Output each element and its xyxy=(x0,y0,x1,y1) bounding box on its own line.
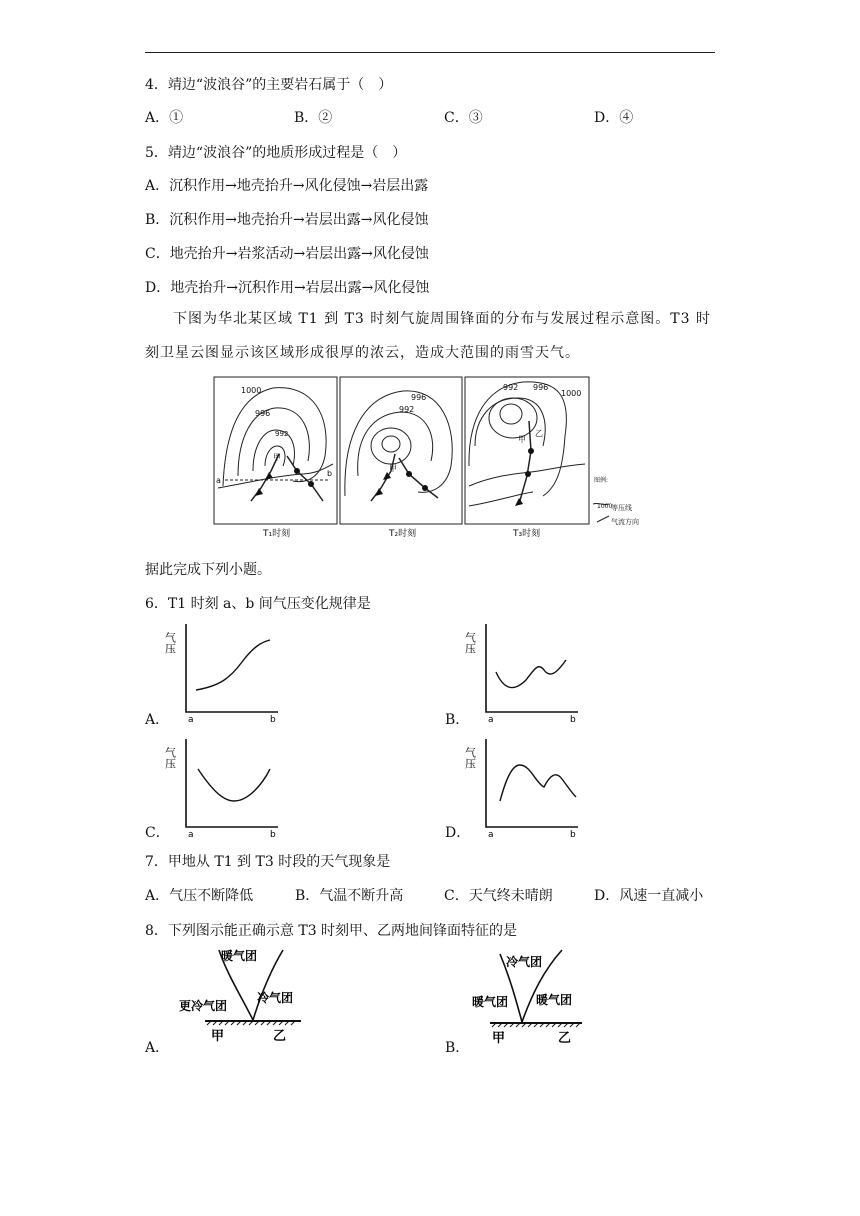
t2-label-jia: 甲 xyxy=(389,464,397,473)
t1-isobar-992: 992 xyxy=(275,430,289,438)
q4-option-b[interactable]: B．② xyxy=(294,110,333,126)
q8-diagram-a xyxy=(175,944,315,1044)
q8a-top-label: 暖气团 xyxy=(221,949,258,963)
t1-label-b: b xyxy=(327,469,333,478)
q6c-label-b: b xyxy=(270,830,276,840)
q6-option-d[interactable]: D． xyxy=(445,825,471,841)
cyclone-front-figure xyxy=(213,376,639,542)
intro-paragraph: 下图为华北某区域 T1 到 T3 时刻气旋周围锋面的分布与发展过程示意图。T3 时刻卫星云图显示该区域形成很厚的浓云，造成大范围的雨雪天气。 xyxy=(145,311,711,361)
question-4-stem: 4．靖边“波浪谷”的主要岩石属于（ ） xyxy=(145,77,393,93)
q4-option-d[interactable]: D．④ xyxy=(594,110,634,126)
q7-option-a[interactable]: A．气压不断降低 xyxy=(145,888,254,904)
q6a-label-b: b xyxy=(270,715,276,725)
t3-caption: T₃时刻 xyxy=(513,529,541,539)
question-8-stem: 8．下列图示能正确示意 T3 时刻甲、乙两地间锋面特征的是 xyxy=(145,923,518,939)
q8-option-b[interactable]: B． xyxy=(445,1040,470,1056)
q8b-point-jia: 甲 xyxy=(492,1031,506,1046)
q6c-label-a: a xyxy=(188,830,194,840)
q6-option-a[interactable]: A． xyxy=(145,712,170,728)
q6a-axis-y-label: 气压 xyxy=(163,632,177,654)
q7-option-c[interactable]: C．天气终未晴朗 xyxy=(444,888,553,904)
t3-label-jia: 甲 xyxy=(518,435,526,444)
q6c-axis-y-label: 气压 xyxy=(163,747,177,769)
q6-graph-a xyxy=(163,620,285,725)
q8b-point-yi: 乙 xyxy=(558,1031,572,1046)
t1-label-a: a xyxy=(216,476,221,485)
q8b-right-label: 暖气团 xyxy=(536,993,573,1007)
q6d-axis-y-label: 气压 xyxy=(463,747,477,769)
t1-isobar-996: 996 xyxy=(255,409,271,418)
q6-graph-c xyxy=(163,735,285,840)
t3-isobar-996: 996 xyxy=(533,383,549,392)
q6-graph-d xyxy=(463,735,585,840)
t1-isobar-1000: 1000 xyxy=(241,386,262,395)
q8-diagram-b xyxy=(470,944,610,1044)
t2-isobar-992: 992 xyxy=(399,405,415,414)
q8-option-a[interactable]: A． xyxy=(145,1040,170,1056)
header-rule xyxy=(145,52,715,53)
q6-graph-b xyxy=(463,620,585,725)
q6b-label-b: b xyxy=(570,715,576,725)
t1-caption: T₁时刻 xyxy=(263,529,291,539)
q6-option-c[interactable]: C． xyxy=(145,825,170,841)
q5-option-d[interactable]: D．地壳抬升→沉积作用→岩层出露→风化侵蚀 xyxy=(145,280,430,296)
panel-t1-frame xyxy=(214,377,337,524)
legend-title: 图例: xyxy=(594,477,609,484)
q6d-label-a: a xyxy=(488,830,494,840)
q7-option-d[interactable]: D．风速一直减小 xyxy=(594,888,704,904)
q4-option-c[interactable]: C．③ xyxy=(444,110,483,126)
question-7-stem: 7．甲地从 T1 到 T3 时段的天气现象是 xyxy=(145,854,391,870)
q4-option-a[interactable]: A．① xyxy=(145,110,184,126)
q7-option-b[interactable]: B．气温不断升高 xyxy=(295,888,404,904)
legend-isobar-value: 1000 xyxy=(597,503,613,510)
q5-option-a[interactable]: A．沉积作用→地壳抬升→风化侵蚀→岩层出露 xyxy=(145,178,429,194)
instruction-text: 据此完成下列小题。 xyxy=(145,562,271,578)
q5-option-b[interactable]: B．沉积作用→地壳抬升→岩层出露→风化侵蚀 xyxy=(145,212,429,228)
q6b-label-a: a xyxy=(488,715,494,725)
q8b-top-label: 冷气团 xyxy=(506,955,543,969)
question-6-stem: 6．T1 时刻 a、b 间气压变化规律是 xyxy=(145,596,371,612)
legend-isobar-label: 等压线 xyxy=(611,504,632,512)
t3-isobar-1000: 1000 xyxy=(561,389,582,398)
legend-wind-arrow-icon xyxy=(597,516,609,522)
t3-label-yi: 乙 xyxy=(535,429,543,438)
q6-option-b[interactable]: B． xyxy=(445,712,470,728)
q6d-label-b: b xyxy=(570,830,576,840)
q8a-point-jia: 甲 xyxy=(211,1029,225,1044)
question-5-stem: 5．靖边“波浪谷”的地质形成过程是（ ） xyxy=(145,145,407,161)
q5-option-c[interactable]: C．地壳抬升→岩浆活动→岩层出露→风化侵蚀 xyxy=(145,246,429,262)
t2-isobar-996: 996 xyxy=(411,393,427,402)
legend-wind-label: 气流方向 xyxy=(611,518,639,526)
t3-isobar-992: 992 xyxy=(503,383,519,392)
t1-label-jia: 甲 xyxy=(273,453,281,462)
panel-t2-frame xyxy=(340,377,462,524)
q8a-point-yi: 乙 xyxy=(273,1029,287,1044)
t2-caption: T₂时刻 xyxy=(389,529,417,539)
q6b-axis-y-label: 气压 xyxy=(463,632,477,654)
q6a-label-a: a xyxy=(188,715,194,725)
q8b-left-label: 暖气团 xyxy=(472,995,509,1009)
q8a-right-label: 冷气团 xyxy=(257,991,294,1005)
q8a-left-label: 更冷气团 xyxy=(179,999,228,1013)
